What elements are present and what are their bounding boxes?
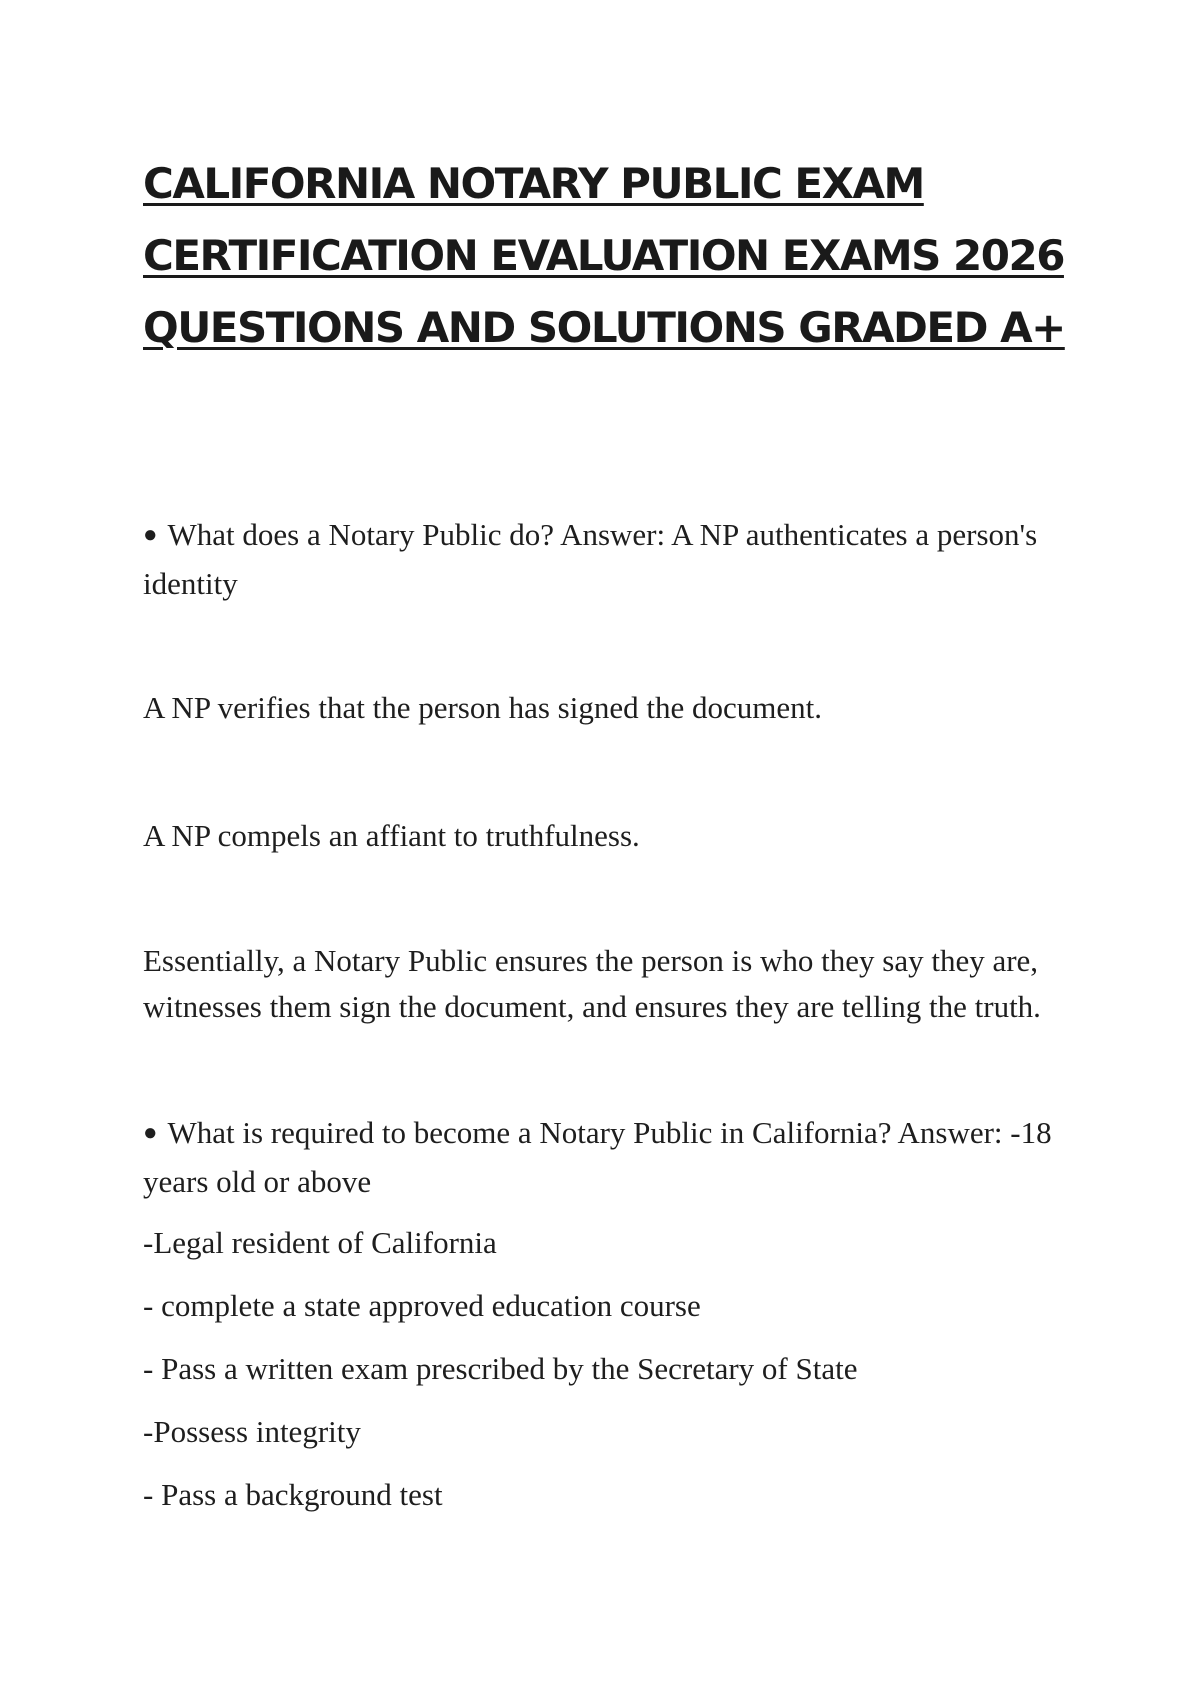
title-line: CALIFORNIA NOTARY PUBLIC EXAM xyxy=(143,159,924,208)
question-2 xyxy=(143,1110,1083,1205)
requirement-item: - Pass a written exam prescribed by the Secretary of State xyxy=(143,1351,858,1386)
title-line: CERTIFICATION EVALUATION EXAMS 2026 xyxy=(143,231,1064,280)
requirement-item: - complete a state approved education course xyxy=(143,1288,701,1323)
question-2-text: What is required to become a Notary Public in California? Answer: -18 years old or above xyxy=(143,1115,1052,1199)
answer-paragraph-1: A NP verifies that the person has signed the document. xyxy=(143,690,822,725)
bullet-icon: ● xyxy=(143,522,158,548)
question-1 xyxy=(143,512,1083,607)
answer-paragraph-2: A NP compels an affiant to truthfulness. xyxy=(143,818,640,853)
requirement-item: -Legal resident of California xyxy=(143,1225,497,1260)
bullet-icon: ● xyxy=(143,1120,158,1146)
requirement-item: - Pass a background test xyxy=(143,1477,443,1512)
question-1-text: What does a Notary Public do? Answer: A NP authenticates a person's identity xyxy=(143,517,1038,601)
answer-paragraph-3: Essentially, a Notary Public ensures the person is who they say they are, witnesses them sign the document, and ensures they are telling the truth. xyxy=(143,943,1041,1024)
requirement-item: -Possess integrity xyxy=(143,1414,361,1449)
title-line: QUESTIONS AND SOLUTIONS GRADED A+ xyxy=(143,303,1065,352)
document-title xyxy=(143,148,1065,364)
